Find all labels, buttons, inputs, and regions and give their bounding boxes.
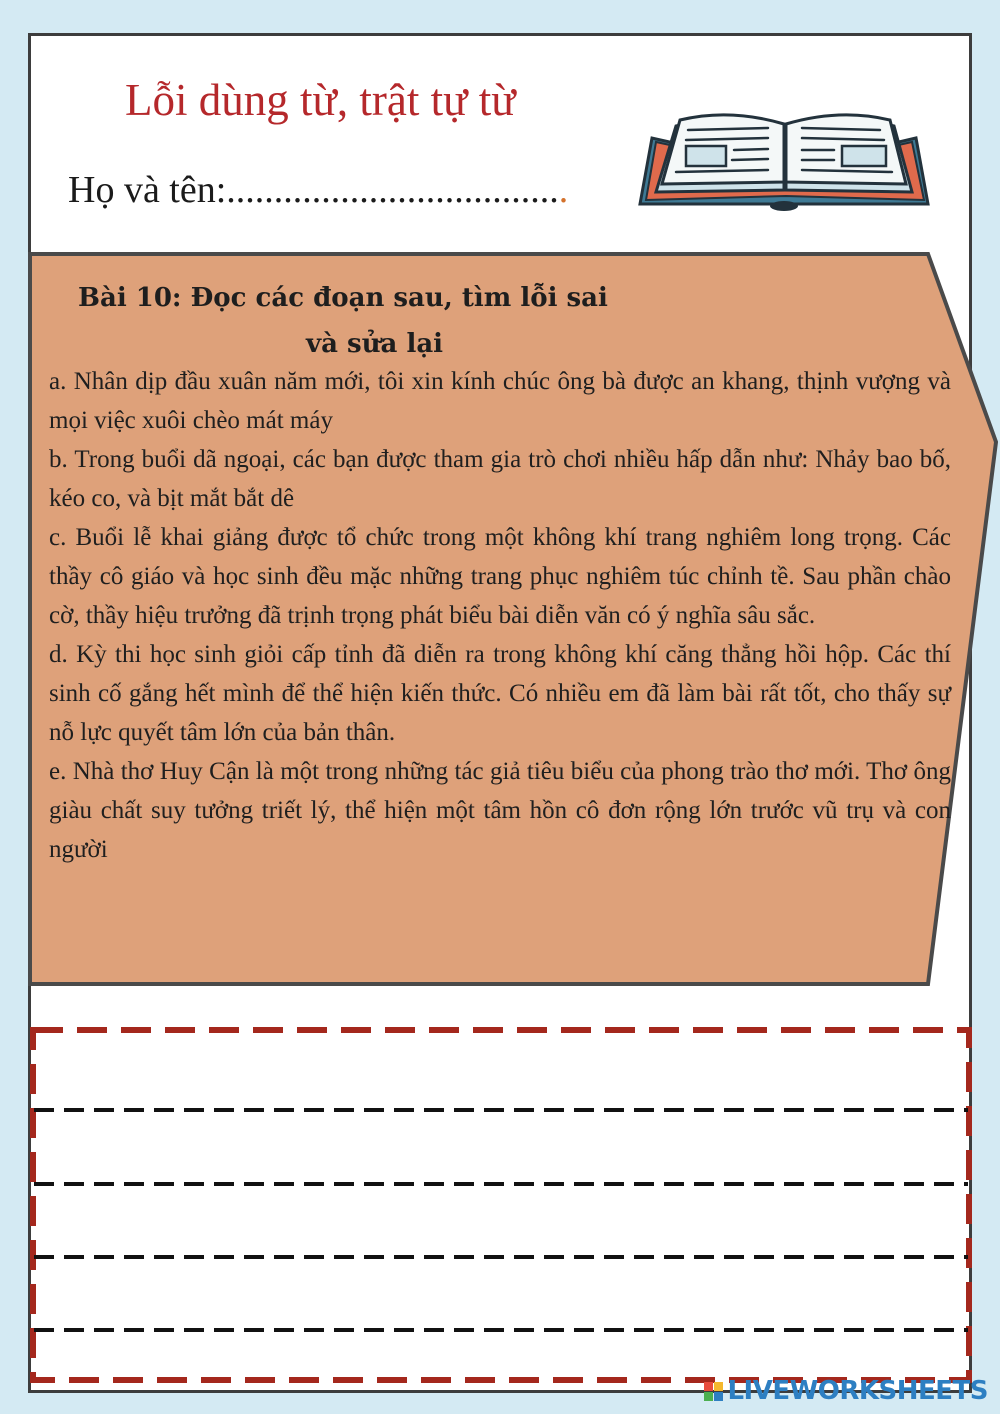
paragraph-e: e. Nhà thơ Huy Cận là một trong những tác giả tiêu biểu của phong trào thơ mới. Thơ ông giàu chất suy tưởng triết lý, thể hiện một tâm hồn cô đơn rộng lớn trước vũ trụ và con người	[49, 758, 951, 863]
exercise-body	[49, 362, 951, 869]
exercise-heading-line1: Bài 10: Đọc các đoạn sau, tìm lỗi sai	[78, 283, 608, 313]
exercise-heading-line2: và sửa lại	[306, 329, 444, 359]
name-label: Họ và tên:	[68, 169, 227, 211]
name-dotted-line: ...................................	[226, 169, 559, 211]
paragraph-c: c. Buổi lễ khai giảng được tổ chức trong một không khí trang nghiêm long trọng. Các thầy cô giáo và học sinh đều mặc những trang phục nghiêm túc chỉnh tề. Sau phần chào cờ, thầy hiệu trưởng đã trịnh trọng phát biểu bài diễn văn có ý nghĩa sâu sắc.	[49, 524, 951, 629]
answer-box[interactable]	[30, 1027, 972, 1383]
name-end-dot: .	[558, 169, 569, 211]
liveworksheets-logo-icon	[704, 1382, 723, 1401]
paragraph-d: d. Kỳ thi học sinh giỏi cấp tỉnh đã diễn ra trong không khí căng thẳng hồi hộp. Các thí sinh cố gắng hết mình để thể hiện kiến thức. Có nhiều em đã làm bài rất tốt, cho thấy sự nỗ lực quyết tâm lớn của bản thân.	[49, 641, 951, 746]
liveworksheets-watermark	[704, 1376, 988, 1406]
name-field[interactable]	[68, 168, 568, 212]
exercise-heading	[30, 275, 750, 367]
watermark-text: LIVEWORKSHEETS	[727, 1376, 988, 1406]
paragraph-b: b. Trong buổi dã ngoại, các bạn được tham gia trò chơi nhiều hấp dẫn như: Nhảy bao bố, kéo co, và bịt mắt bắt dê	[49, 446, 951, 512]
worksheet-title: Lỗi dùng từ, trật tự từ	[125, 75, 516, 125]
paragraph-a: a. Nhân dịp đầu xuân năm mới, tôi xin kính chúc ông bà được an khang, thịnh vượng và mọi việc xuôi chèo mát máy	[49, 368, 951, 434]
open-book-icon	[636, 108, 932, 218]
